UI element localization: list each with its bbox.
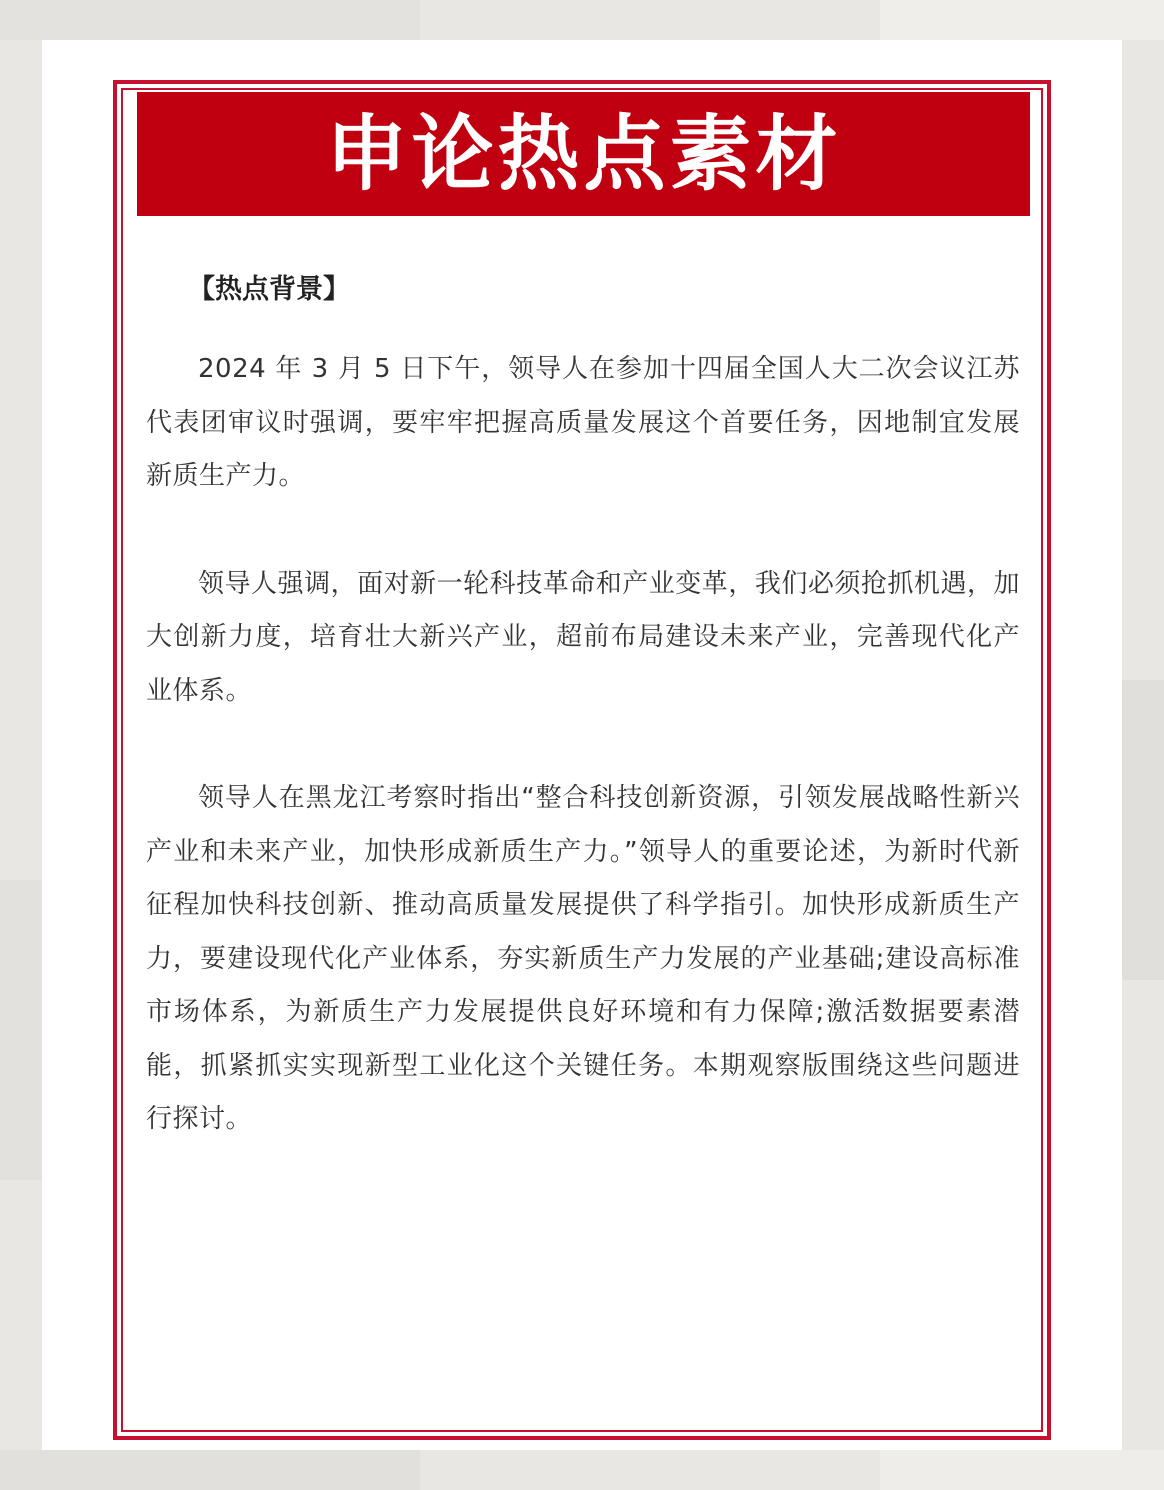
background-block xyxy=(0,880,42,1180)
background-block xyxy=(880,1450,1164,1490)
background-block xyxy=(0,0,420,40)
document-body xyxy=(146,343,1020,1201)
background-block xyxy=(1122,680,1164,980)
paragraph: 领导人在黑龙江考察时指出“整合科技创新资源，引领发展战略性新兴产业和未来产业，加快形成新质生产力。”领导人的重要论述，为新时代新征程加快科技创新、推动高质量发展提供了科学指引。加快形成新质生产力，要建设现代化产业体系，夯实新质生产力发展的产业基础;建设高标准市场体系，为新质生产力发展提供良好环境和有力保障;激活数据要素潜能，抓紧抓实实现新型工业化这个关键任务。本期观察版围绕这些问题进行探讨。 xyxy=(146,783,1020,1134)
section-heading: 【热点背景】 xyxy=(188,274,350,305)
title-banner xyxy=(137,92,1030,216)
paragraph: 领导人强调，面对新一轮科技革命和产业变革，我们必须抢抓机遇，加大创新力度，培育壮大新兴产业，超前布局建设未来产业，完善现代化产业体系。 xyxy=(146,568,1020,706)
page-title: 申论热点素材 xyxy=(325,106,842,202)
background-block xyxy=(0,1450,420,1490)
paragraph: 2024 年 3 月 5 日下午，领导人在参加十四届全国人大二次会议江苏代表团审议时强调，要牢牢把握高质量发展这个首要任务，因地制宜发展新质生产力。 xyxy=(146,354,1020,491)
background-block xyxy=(880,0,1164,40)
